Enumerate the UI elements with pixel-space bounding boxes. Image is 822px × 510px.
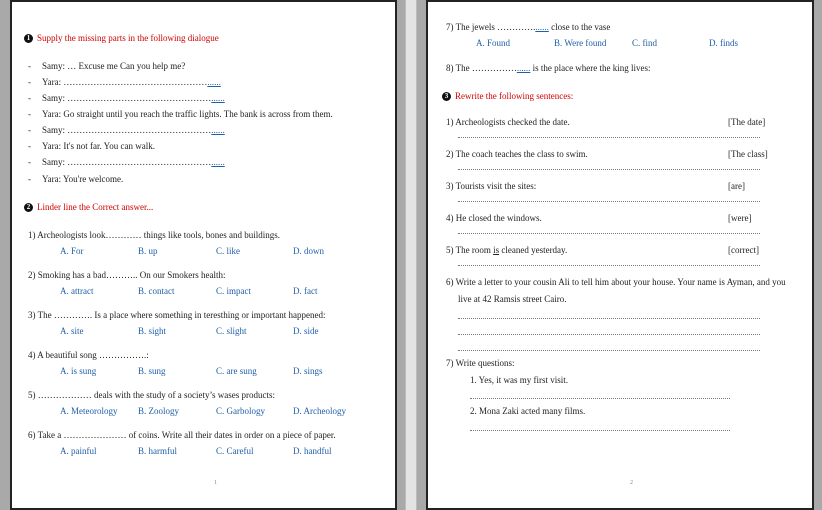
- write-questions-item-1: 1. Yes, it was my first visit.: [470, 375, 569, 385]
- rewrite-sentence: 2) The coach teaches the class to swim.: [446, 149, 588, 159]
- option-d[interactable]: D. fact: [293, 286, 318, 296]
- option-a[interactable]: A. attract: [60, 286, 94, 296]
- option-a[interactable]: A. Meteorology: [60, 406, 118, 416]
- question-stem-end: close to the vase: [548, 22, 611, 32]
- answer-line[interactable]: [458, 201, 760, 202]
- option-d[interactable]: D. finds: [709, 38, 738, 48]
- section-heading-3: [442, 91, 573, 101]
- underlined-word: is: [493, 245, 500, 255]
- option-d[interactable]: D. sings: [293, 366, 323, 376]
- dialogue-text: Yara: You're welcome.: [42, 174, 124, 184]
- dialogue-text: Samy: …………………………………………: [42, 125, 212, 135]
- list-dash: -: [28, 157, 31, 167]
- number-badge: 1: [24, 34, 33, 43]
- question-stem: 8) The ……………: [446, 63, 517, 73]
- dialogue-text: Yara: It's not far. You can walk.: [42, 141, 155, 151]
- dialogue-line[interactable]: [42, 93, 225, 103]
- letter-question-line-1: 6) Write a letter to your cousin Ali to tell him about your house. Your name is Ayman, and you: [446, 277, 786, 287]
- list-dash: -: [28, 109, 31, 119]
- option-a[interactable]: A. For: [60, 246, 84, 256]
- question-7: [446, 22, 610, 32]
- option-d[interactable]: D. down: [293, 246, 324, 256]
- rewrite-hint: [correct]: [728, 245, 759, 255]
- letter-question-line-2: live at 42 Ramsis street Cairo.: [458, 294, 567, 304]
- option-c[interactable]: C. slight: [216, 326, 247, 336]
- section-title: Linder line the Correct answer...: [37, 202, 154, 212]
- dialogue-text: Yara: …………………………………………: [42, 77, 208, 87]
- answer-line[interactable]: [458, 350, 760, 351]
- dialogue-line[interactable]: [42, 125, 225, 135]
- question-stem: 3) The …………. Is a place where something in teresthing or important happened:: [28, 310, 326, 320]
- dialogue-line: [42, 109, 333, 119]
- option-d[interactable]: D. Archeology: [293, 406, 346, 416]
- option-b[interactable]: B. sung: [138, 366, 166, 376]
- answer-line[interactable]: [470, 430, 730, 431]
- option-a[interactable]: A. is sung: [60, 366, 97, 376]
- answer-line[interactable]: [458, 169, 760, 170]
- blank-mark: ......: [207, 77, 221, 87]
- option-c[interactable]: C. impact: [216, 286, 251, 296]
- write-questions-heading: 7) Write questions:: [446, 358, 515, 368]
- dialogue-line[interactable]: [42, 77, 221, 87]
- option-d[interactable]: D. handful: [293, 446, 332, 456]
- section-title: Rewrite the following sentences:: [455, 91, 574, 101]
- dialogue-text: Samy: …………………………………………: [42, 157, 212, 167]
- blank-mark: ......: [211, 125, 225, 135]
- blank-mark: ......: [535, 22, 549, 32]
- option-b[interactable]: B. sight: [138, 326, 167, 336]
- question-stem: 5) ……………… deals with the study of a society’s wases products:: [28, 390, 275, 400]
- list-dash: -: [28, 77, 31, 87]
- dialogue-text: Samy: … Excuse me Can you help me?: [42, 61, 186, 71]
- section-heading-2: [24, 202, 153, 212]
- answer-line[interactable]: [458, 265, 760, 266]
- dialogue-line: [42, 174, 123, 184]
- page-2: [426, 0, 814, 510]
- option-c[interactable]: C. Careful: [216, 446, 254, 456]
- page-gutter: [405, 0, 417, 510]
- dialogue-text: Samy: …………………………………………: [42, 93, 212, 103]
- dialogue-line[interactable]: [42, 157, 225, 167]
- question-stem-end: is the place where the king lives:: [530, 63, 651, 73]
- option-b[interactable]: B. harmful: [138, 446, 177, 456]
- rewrite-sentence: 4) He closed the windows.: [446, 213, 542, 223]
- rewrite-sentence: 3) Tourists visit the sites:: [446, 181, 537, 191]
- section-heading-1: [24, 33, 219, 43]
- question-8: [446, 63, 651, 73]
- answer-line[interactable]: [458, 137, 760, 138]
- list-dash: -: [28, 61, 31, 71]
- question-stem: 2) Smoking has a bad……….. On our Smokers health:: [28, 270, 226, 280]
- rewrite-sentence: [446, 245, 567, 255]
- answer-line[interactable]: [458, 233, 760, 234]
- option-b[interactable]: B. Zoology: [138, 406, 180, 416]
- rewrite-hint: [were]: [728, 213, 752, 223]
- rewrite-sentence: 1) Archeologists checked the date.: [446, 117, 570, 127]
- page-number: 2: [630, 480, 633, 486]
- option-a[interactable]: A. site: [60, 326, 84, 336]
- option-c[interactable]: C. find: [632, 38, 658, 48]
- dialogue-line: [42, 141, 155, 151]
- list-dash: -: [28, 174, 31, 184]
- answer-line[interactable]: [470, 398, 730, 399]
- question-stem: 4) A beautiful song …………….:: [28, 350, 149, 360]
- number-badge: 3: [442, 92, 451, 101]
- blank-mark: ......: [211, 93, 225, 103]
- write-questions-item-2: 2. Mona Zaki acted many films.: [470, 406, 586, 416]
- list-dash: -: [28, 141, 31, 151]
- blank-mark: ......: [516, 63, 531, 73]
- question-stem: 6) Take a ………………… of coins. Write all their dates in order on a piece of paper.: [28, 430, 336, 440]
- question-stem: 1) Archeologists look………… things like tools, bones and buildings.: [28, 230, 280, 240]
- option-c[interactable]: C. like: [216, 246, 240, 256]
- list-dash: -: [28, 93, 31, 103]
- dialogue-text: Yara: Go straight until you reach the traffic lights. The bank is across from them.: [42, 109, 333, 119]
- answer-line[interactable]: [458, 334, 760, 335]
- option-b[interactable]: B. contact: [138, 286, 175, 296]
- page-1: [10, 0, 397, 510]
- option-d[interactable]: D. side: [293, 326, 319, 336]
- dialogue-line: [42, 61, 185, 71]
- option-c[interactable]: C. are sung: [216, 366, 257, 376]
- rewrite-hint: [are]: [728, 181, 745, 191]
- option-a[interactable]: A. painful: [60, 446, 97, 456]
- page-number: 1: [214, 480, 217, 486]
- option-b[interactable]: B. up: [138, 246, 158, 256]
- sentence-part: cleaned yesterday.: [499, 245, 568, 255]
- option-b[interactable]: B. Were found: [554, 38, 607, 48]
- rewrite-hint: [The date]: [728, 117, 766, 127]
- answer-line[interactable]: [458, 318, 760, 319]
- blank-mark: ......: [211, 157, 225, 167]
- sentence-part: 5) The room: [446, 245, 494, 255]
- question-stem: 7) The jewels ………….: [446, 22, 536, 32]
- list-dash: -: [28, 125, 31, 135]
- section-title: Supply the missing parts in the following dialogue: [37, 33, 219, 43]
- number-badge: 2: [24, 203, 33, 212]
- option-c[interactable]: C. Garbology: [216, 406, 265, 416]
- rewrite-hint: [The class]: [728, 149, 768, 159]
- option-a[interactable]: A. Found: [476, 38, 511, 48]
